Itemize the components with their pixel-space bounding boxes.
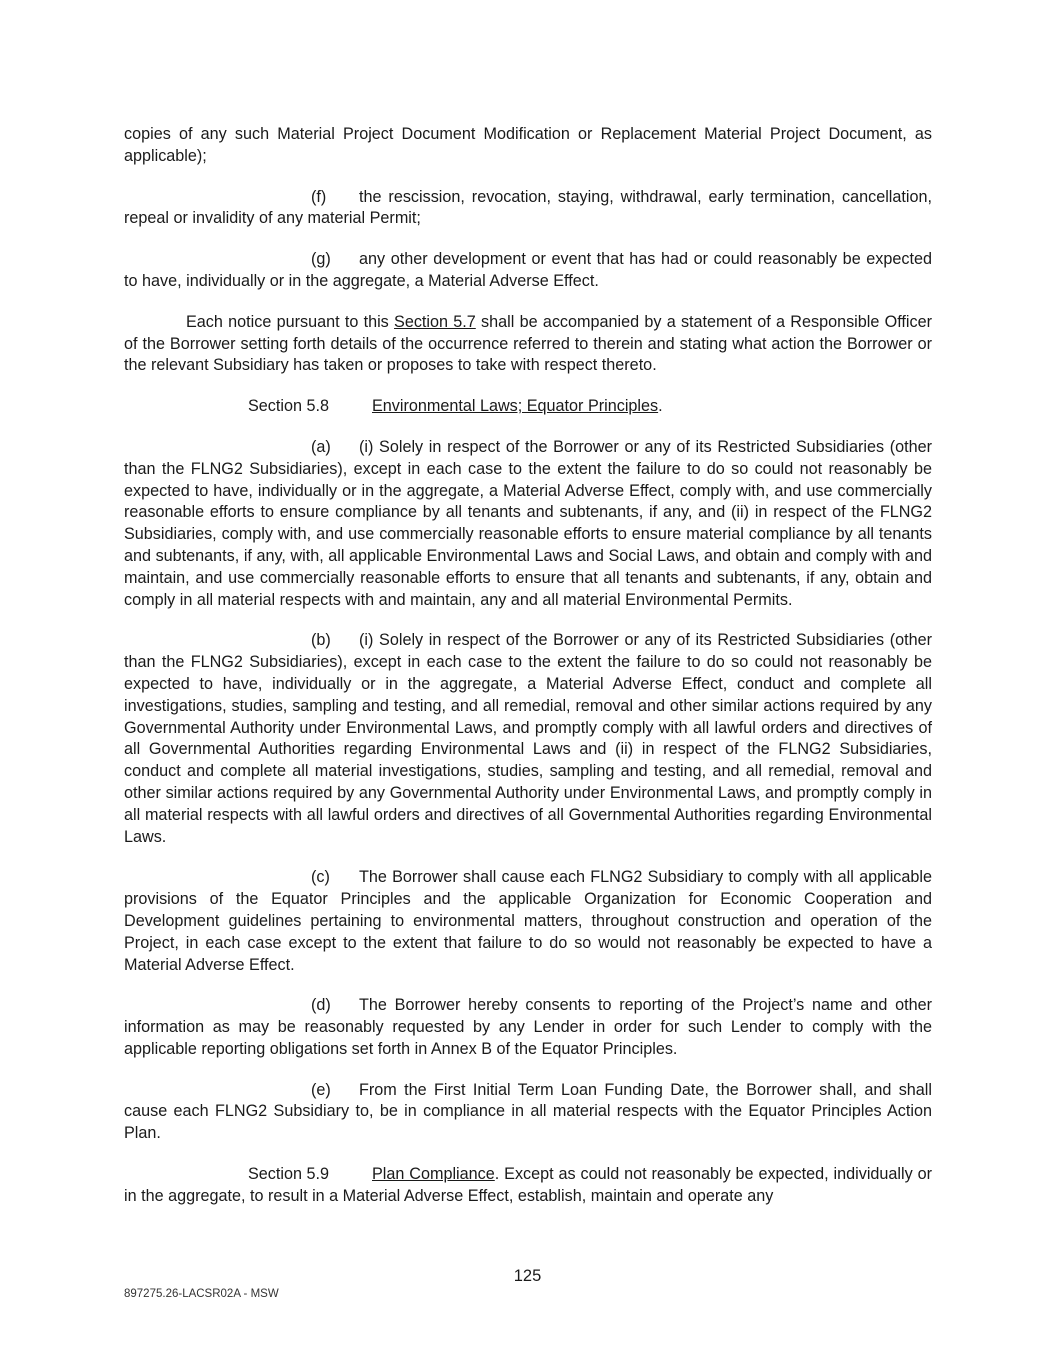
clause-a-text: (i) Solely in respect of the Borrower or any of its Restricted Subsidiaries (other than the FLNG2 Subsidiaries), except in each case to the extent the failure to do so could not reasonably be expected to have, individually or in the aggregate, a Material Adverse Effect, comply with, and use commercially reasonable efforts to ensure compliance by all tenants and subtenants, if any, and (ii) in respect of the FLNG2 Subsidiaries, comply with, and use commercially reasonable efforts to ensure material compliance by all tenants and subtenants, if any, with, all applicable Environmental Laws and Social Laws, and obtain and comply with and maintain, and use commercially reasonable efforts to ensure that all tenants and subtenants, if any, obtain and comply in all material respects with and maintain, any and all material Environmental Permits.: [124, 437, 932, 609]
clause-c-text: The Borrower shall cause each FLNG2 Subsidiary to comply with all applicable provisions of the Equator Principles and the applicable Organization for Economic Cooperation and Development guidelines pertaining to environmental matters, throughout construction and operation of the Project, in each case except to the extent that failure to do so would not reasonably be expected to have a Material Adverse Effect.: [124, 868, 932, 974]
clause-f-label: (f): [311, 187, 327, 206]
clause-f: [124, 187, 932, 231]
paragraph-each-notice: [124, 312, 932, 377]
section-5-8-heading: [124, 396, 932, 418]
section-5-9: [124, 1164, 932, 1208]
clause-b-label: (b): [311, 631, 331, 650]
clause-f-text: the rescission, revocation, staying, withdrawal, early termination, cancellation, repeal or invalidity of any material Permit;: [124, 187, 932, 228]
each-notice-post: shall be accompanied by a statement of a Responsible Officer of the Borrower setting forth details of the occurrence referred to therein and stating what action the Borrower or the relevant Subsidiary has taken or proposes to take with respect thereto.: [124, 312, 932, 375]
clause-b: [124, 630, 932, 848]
section-5-8-title: Environmental Laws; Equator Principles: [372, 397, 659, 416]
section-5-8-period: .: [658, 397, 663, 416]
clause-g-label: (g): [311, 250, 331, 269]
clause-a-label: (a): [311, 437, 331, 456]
clause-d-label: (d): [311, 996, 331, 1015]
clause-e-text: From the First Initial Term Loan Funding Date, the Borrower shall, and shall cause each FLNG2 Subsidiary to, be in compliance in all material respects with the Equator Principles Action Plan.: [124, 1080, 932, 1143]
clause-b-text: (i) Solely in respect of the Borrower or any of its Restricted Subsidiaries (other than the FLNG2 Subsidiaries), except in each case to the extent the failure to do so could not reasonably be expected to have, individually or in the aggregate, a Material Adverse Effect, conduct and complete all investigations, studies, sampling and testing, and all remedial, removal and other similar actions required by any Governmental Authority under Environmental Laws, and promptly comply with all lawful orders and directives of all Governmental Authorities regarding Environmental Laws and (ii) in respect of the FLNG2 Subsidiaries, conduct and complete all material investigations, studies, sampling and testing, and all remedial, removal and other similar actions required by any Governmental Authority under Environmental Laws, and promptly comply in all material respects with all lawful orders and directives of all Governmental Authorities regarding Environmental Laws.: [124, 631, 932, 846]
document-body: [124, 124, 932, 1227]
clause-c: [124, 867, 932, 976]
section-5-7-reference: Section 5.7: [394, 312, 476, 331]
clause-c-label: (c): [311, 868, 330, 887]
each-notice-pre: Each notice pursuant to this: [186, 312, 395, 331]
clause-g-text: any other development or event that has had or could reasonably be expected to have, individually or in the aggregate, a Material Adverse Effect.: [124, 250, 932, 290]
page-number: 125: [513, 1267, 542, 1285]
clause-e: [124, 1080, 932, 1145]
clause-d-text: The Borrower hereby consents to reporting of the Project’s name and other information as may be reasonably requested by any Lender in order for such Lender to comply with the applicable reporting obligations set forth in Annex B of the Equator Principles.: [124, 996, 932, 1058]
section-5-9-number: Section 5.9: [248, 1165, 329, 1184]
paragraph-copies: copies of any such Material Project Document Modification or Replacement Material Project Document, as applicable);: [124, 125, 932, 165]
clause-e-label: (e): [311, 1080, 331, 1099]
section-5-9-title: Plan Compliance: [372, 1165, 495, 1184]
footer-document-code: 897275.26-LACSR02A - MSW: [124, 1288, 279, 1300]
clause-g: [124, 249, 932, 293]
clause-d: [124, 995, 932, 1060]
clause-a: [124, 437, 932, 611]
section-5-8-number: Section 5.8: [248, 397, 329, 416]
section-5-9-text: . Except as could not reasonably be expected, individually or in the aggregate, to result in a Material Adverse Effect, establish, maintain and operate any: [124, 1165, 932, 1205]
